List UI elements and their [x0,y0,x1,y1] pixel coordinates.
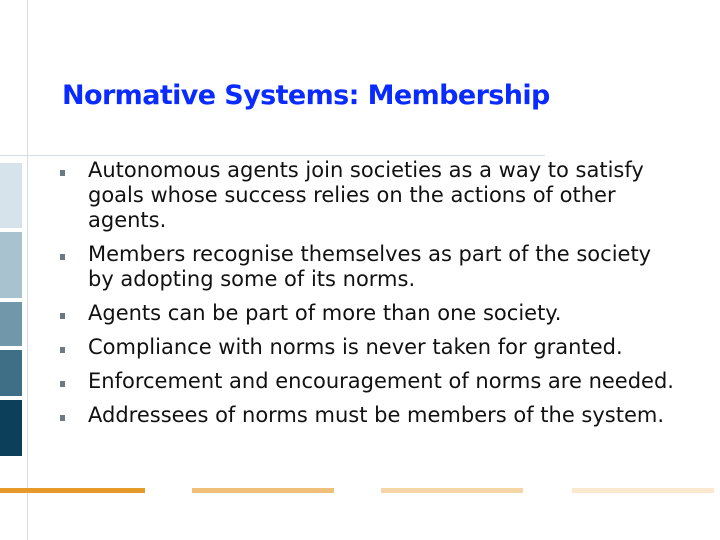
vertical-divider [27,0,28,540]
bullet-text: Enforcement and encouragement of norms are needed. [88,369,674,393]
square-bullet-icon [60,313,65,319]
accent-bar-1 [0,488,145,493]
sidebar-block-2 [0,232,22,298]
accent-bar-3 [381,488,523,493]
bullet-text: Compliance with norms is never taken for granted. [88,335,623,359]
bullet-item [60,242,680,292]
bullet-list [60,158,680,437]
bullet-text: Autonomous agents join societies as a way to satisfy goals whose success relies on the actions of other agents. [88,158,644,232]
bullet-item [60,369,680,394]
slide-title: Normative Systems: Membership [62,80,550,111]
bullet-item [60,301,680,326]
sidebar-block-4 [0,350,22,396]
bullet-text: Agents can be part of more than one society. [88,301,562,325]
sidebar-block-1 [0,163,22,228]
sidebar-block-5 [0,400,22,456]
square-bullet-icon [60,347,65,353]
square-bullet-icon [60,170,65,176]
bullet-item [60,158,680,233]
bullet-item [60,335,680,360]
square-bullet-icon [60,381,65,387]
bullet-text: Members recognise themselves as part of the society by adopting some of its norms. [88,242,652,291]
sidebar-block-3 [0,302,22,346]
accent-bar-2 [192,488,334,493]
bullet-text: Addressees of norms must be members of the system. [88,403,665,427]
bullet-item [60,403,680,428]
title-underline [0,155,545,156]
square-bullet-icon [60,415,65,421]
square-bullet-icon [60,254,65,260]
accent-bar-4 [572,488,714,493]
